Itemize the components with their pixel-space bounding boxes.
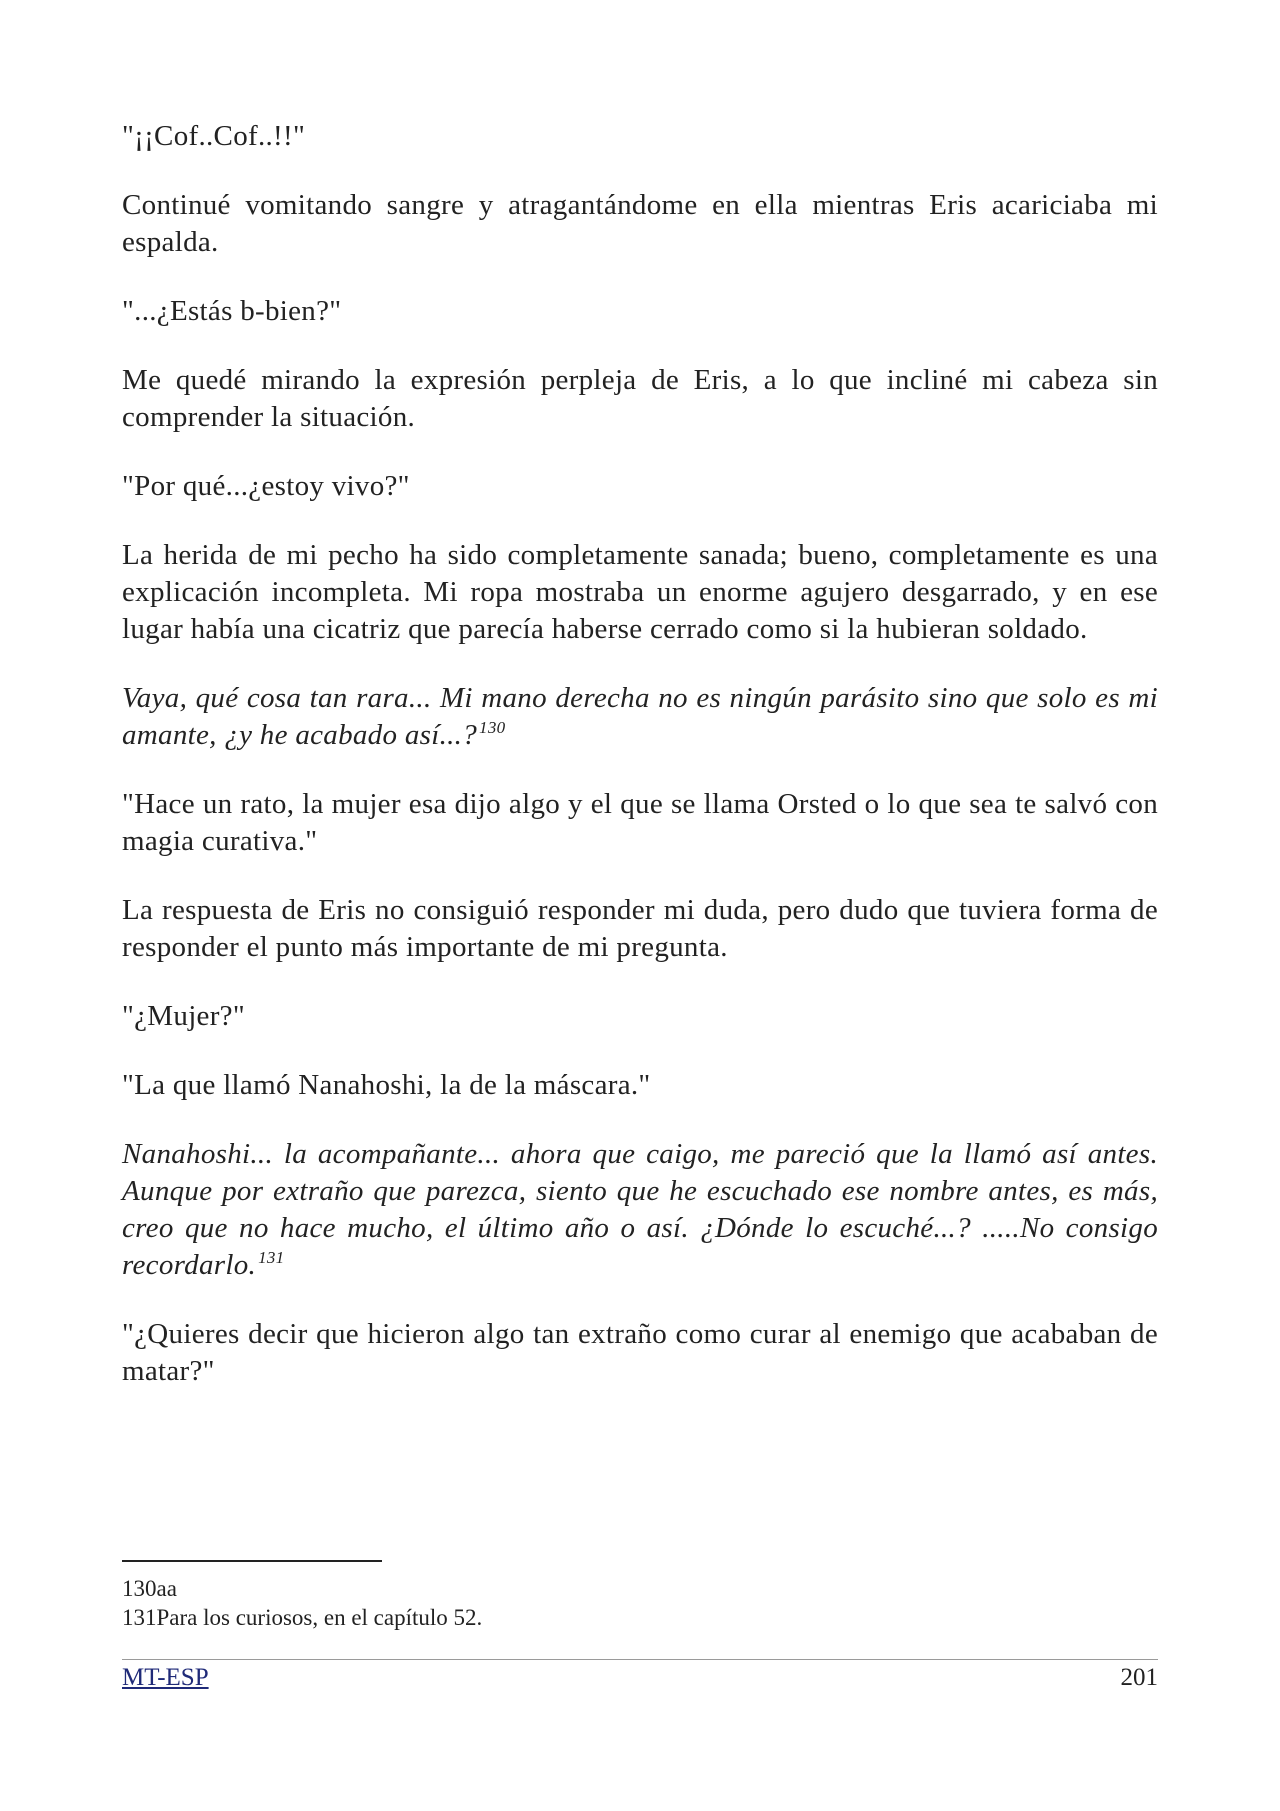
paragraph: Continué vomitando sangre y atragantándome en ella mientras Eris acariciaba mi espalda. <box>122 189 1158 258</box>
footnote-reference[interactable]: 130 <box>479 718 506 738</box>
footnote-divider <box>122 1560 382 1562</box>
paragraph: La respuesta de Eris no consiguió responder mi duda, pero dudo que tuviera forma de responder el punto más importante de mi pregunta. <box>122 894 1158 963</box>
footnote <box>122 1574 1158 1603</box>
paragraph: La herida de mi pecho ha sido completamente sanada; bueno, completamente es una explicación incompleta. Mi ropa mostraba un enorme agujero desgarrado, y en ese lugar había una cicatriz que parecía haberse cerrado como si la hubieran soldado. <box>122 539 1158 645</box>
page-number: 201 <box>1120 1664 1158 1691</box>
footnote-number: 131 <box>122 1605 157 1630</box>
paragraph: "Hace un rato, la mujer esa dijo algo y el que se llama Orsted o lo que sea te salvó con magia curativa." <box>122 788 1158 857</box>
footer-link[interactable]: MT-ESP <box>122 1664 209 1691</box>
footnote-number: 130 <box>122 1576 157 1601</box>
paragraph: "¿Quieres decir que hicieron algo tan extraño como curar al enemigo que acababan de matar?" <box>122 1318 1158 1387</box>
italic-paragraph: Nanahoshi... la acompañante... ahora que caigo, me pareció que la llamó así antes. Aunque por extraño que parezca, siento que he escuchado ese nombre antes, es más, creo que no hace mucho, el último año o así. ¿Dónde lo escuché...? .....No consigo recordarlo. $^{131}$ <box>122 1138 1158 1281</box>
footnote-text: aa <box>156 1576 177 1601</box>
italic-paragraph: Vaya, qué cosa tan rara... Mi mano derecha no es ningún parásito sino que solo es mi amante, ¿y he acabado así...? $^{130}$ <box>122 682 1158 751</box>
paragraph: "¡¡Cof..Cof..!!" <box>122 120 306 152</box>
paragraph: "Por qué...¿estoy vivo?" <box>122 470 410 502</box>
footnotes-section <box>122 1560 1158 1632</box>
paragraph: "La que llamó Nanahoshi, la de la máscara." <box>122 1069 651 1101</box>
footnote-reference[interactable]: 131 <box>258 1248 285 1268</box>
footnote-text: Para los curiosos, en el capítulo 52. <box>156 1605 483 1630</box>
footnote <box>122 1603 1158 1632</box>
page-footer <box>122 1659 1158 1694</box>
paragraph: "...¿Estás b-bien?" <box>122 295 342 327</box>
paragraph: "¿Mujer?" <box>122 1000 245 1032</box>
paragraph: Me quedé mirando la expresión perpleja de Eris, a lo que incliné mi cabeza sin comprender la situación. <box>122 364 1158 433</box>
page-body <box>122 118 1158 1422</box>
